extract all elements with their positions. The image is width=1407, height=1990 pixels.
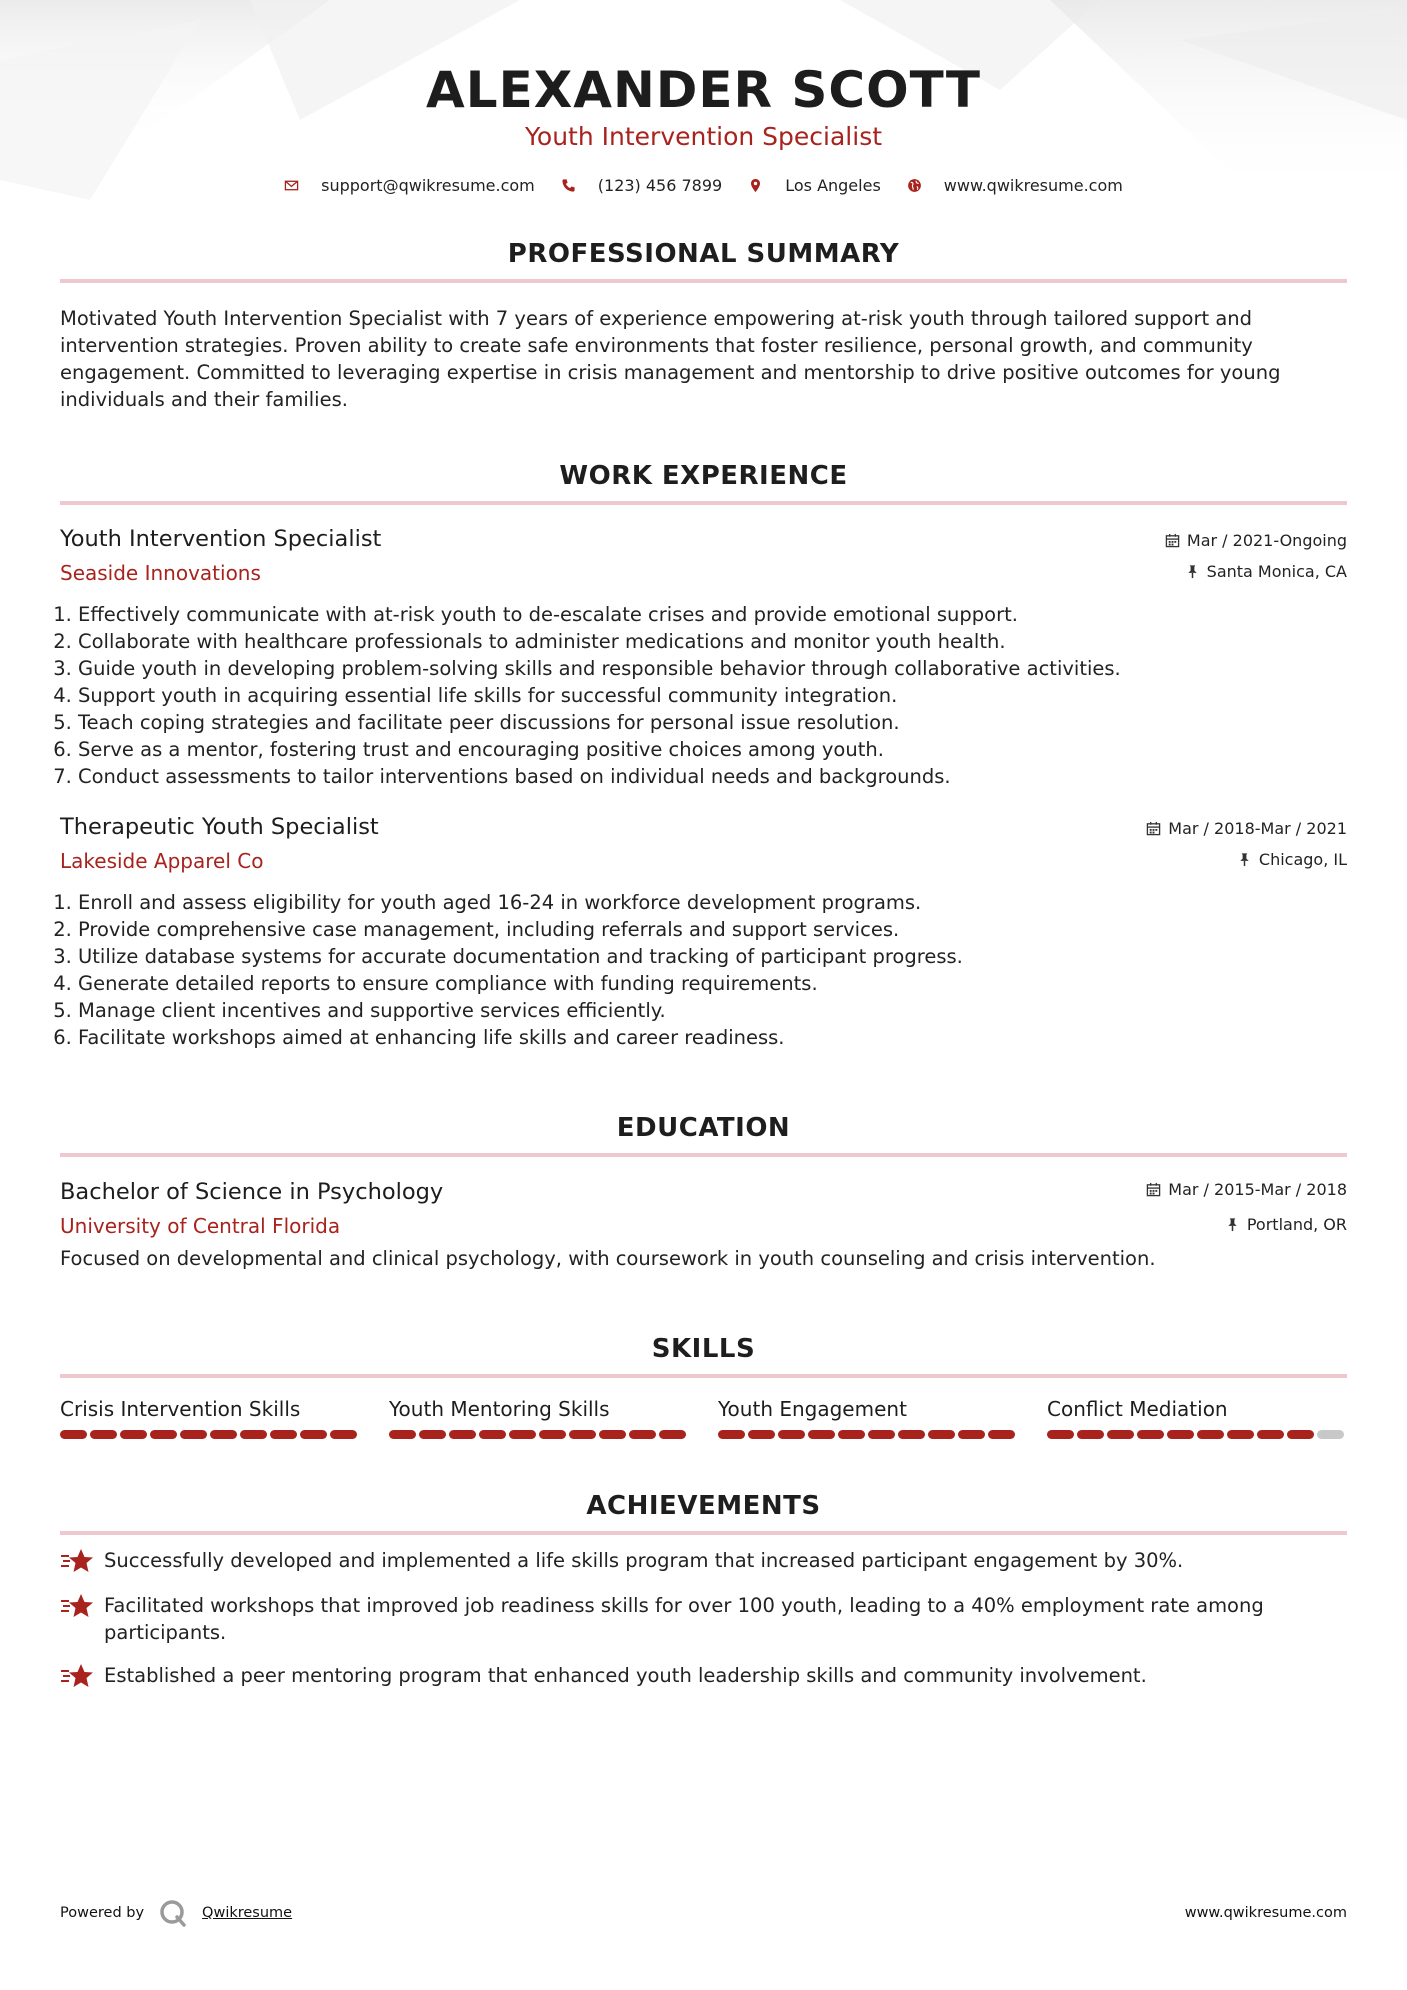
candidate-role: Youth Intervention Specialist: [524, 122, 883, 151]
school-name: University of Central Florida: [60, 1214, 341, 1238]
education-entry: [60, 1177, 1347, 1272]
skill-segment-filled: [90, 1430, 117, 1439]
skills-heading: SKILLS: [651, 1334, 756, 1364]
calendar-icon: [1165, 533, 1180, 548]
skills-section: [60, 1332, 1347, 1439]
experience-heading: WORK EXPERIENCE: [559, 461, 848, 491]
list-item: 4. Generate detailed reports to ensure compliance with funding requirements.: [78, 970, 1347, 997]
education-description: Focused on developmental and clinical psychology, with coursework in youth counseling and crisis intervention.: [60, 1247, 1156, 1270]
skill-segment-filled: [1137, 1430, 1164, 1439]
skill-segment-filled: [718, 1430, 745, 1439]
email-text: support@qwikresume.com: [321, 176, 535, 195]
list-item: 5. Teach coping strategies and facilitate peer discussions for personal issue resolution.: [78, 709, 1347, 736]
skill-segment-filled: [958, 1430, 985, 1439]
skill-segment-filled: [1047, 1430, 1074, 1439]
job-meta: [1165, 524, 1347, 581]
achievement-item: [60, 1592, 1347, 1646]
list-item: 2. Collaborate with healthcare professionals to administer medications and monitor youth health.: [78, 628, 1347, 655]
education-section: [60, 1111, 1347, 1272]
skill-segment-filled: [539, 1430, 566, 1439]
pushpin-icon: [1225, 1217, 1240, 1232]
website-text: www.qwikresume.com: [943, 176, 1123, 195]
skill-segment-filled: [1077, 1430, 1104, 1439]
contact-website[interactable]: [907, 176, 1123, 195]
skill-segment-filled: [1167, 1430, 1194, 1439]
summary-heading: PROFESSIONAL SUMMARY: [507, 239, 900, 269]
job-dates: Mar / 2018-Mar / 2021: [1168, 819, 1347, 838]
skill-item: [389, 1396, 689, 1439]
skill-segment-filled: [1227, 1430, 1254, 1439]
list-item: 5. Manage client incentives and supportive services efficiently.: [78, 997, 1347, 1024]
resume-header: [60, 0, 1347, 195]
skill-level-bar: [389, 1430, 689, 1439]
section-divider: [60, 1153, 1347, 1157]
job-location: Chicago, IL: [1258, 850, 1347, 869]
degree-title: Bachelor of Science in Psychology: [60, 1179, 444, 1205]
job-company: Seaside Innovations: [60, 561, 261, 585]
job-title: Therapeutic Youth Specialist: [60, 814, 379, 840]
skill-segment-filled: [659, 1430, 686, 1439]
skill-level-bar: [718, 1430, 1018, 1439]
skill-name: Conflict Mediation: [1047, 1397, 1228, 1421]
skill-segment-filled: [509, 1430, 536, 1439]
contact-bar: [60, 176, 1347, 195]
skill-name: Youth Mentoring Skills: [389, 1397, 610, 1421]
skill-item: [718, 1396, 1018, 1439]
skill-segment-filled: [240, 1430, 267, 1439]
skill-segment-filled: [180, 1430, 207, 1439]
job-location: Santa Monica, CA: [1206, 562, 1347, 581]
skill-segment-filled: [778, 1430, 805, 1439]
summary-section: [60, 237, 1347, 413]
star-award-icon: [60, 1661, 94, 1691]
list-item: 3. Utilize database systems for accurate documentation and tracking of participant progress.: [78, 943, 1347, 970]
job-meta: [1146, 812, 1347, 869]
skill-segment-filled: [389, 1430, 416, 1439]
achievement-item: [60, 1547, 1347, 1576]
achievement-text: Established a peer mentoring program that enhanced youth leadership skills and community involvement.: [104, 1664, 1147, 1687]
skill-segment-filled: [150, 1430, 177, 1439]
job-company: Lakeside Apparel Co: [60, 849, 264, 873]
skill-segment-filled: [1197, 1430, 1224, 1439]
list-item: 6. Facilitate workshops aimed at enhancing life skills and career readiness.: [78, 1024, 1347, 1051]
powered-by-label: Powered by: [60, 1905, 145, 1921]
job-location-row: [1146, 850, 1347, 869]
list-item: 1. Effectively communicate with at-risk youth to de-escalate crises and provide emotional support.: [78, 601, 1347, 628]
qwikresume-logo-icon: [158, 1898, 188, 1928]
education-location: Portland, OR: [1246, 1215, 1347, 1234]
job-location-row: [1165, 562, 1347, 581]
skill-segment-filled: [1257, 1430, 1284, 1439]
skill-segment-filled: [988, 1430, 1015, 1439]
education-dates: Mar / 2015-Mar / 2018: [1168, 1180, 1347, 1199]
section-divider: [60, 1531, 1347, 1535]
contact-phone[interactable]: [561, 176, 722, 195]
skill-segment-filled: [449, 1430, 476, 1439]
education-heading: EDUCATION: [616, 1113, 791, 1143]
list-item: 6. Serve as a mentor, fostering trust and encouraging positive choices among youth.: [78, 736, 1347, 763]
skill-segment-filled: [60, 1430, 87, 1439]
pushpin-icon: [1185, 564, 1200, 579]
skill-segment-filled: [300, 1430, 327, 1439]
skill-segment-filled: [120, 1430, 147, 1439]
star-award-icon: [60, 1591, 94, 1621]
star-award-icon: [60, 1546, 94, 1576]
skill-name: Youth Engagement: [718, 1397, 907, 1421]
achievement-text: Facilitated workshops that improved job readiness skills for over 100 youth, leading to a 40% employment rate among participants.: [104, 1594, 1264, 1644]
skill-segment-filled: [868, 1430, 895, 1439]
calendar-icon: [1146, 821, 1161, 836]
skill-segment-filled: [748, 1430, 775, 1439]
job-dates-row: [1165, 531, 1347, 550]
location-text: Los Angeles: [785, 176, 881, 195]
footer-website-link[interactable]: www.qwikresume.com: [1184, 1905, 1347, 1921]
contact-location: [748, 176, 881, 195]
envelope-icon: [284, 178, 299, 193]
list-item: 3. Guide youth in developing problem-solving skills and responsible behavior through collaborative activities.: [78, 655, 1347, 682]
skill-segment-filled: [270, 1430, 297, 1439]
pushpin-icon: [1237, 852, 1252, 867]
contact-email[interactable]: [284, 176, 535, 195]
skill-name: Crisis Intervention Skills: [60, 1397, 301, 1421]
skill-level-bar: [1047, 1430, 1347, 1439]
job-dates: Mar / 2021-Ongoing: [1186, 531, 1347, 550]
skill-segment-filled: [330, 1430, 357, 1439]
achievements-heading: ACHIEVEMENTS: [586, 1491, 821, 1521]
achievement-text: Successfully developed and implemented a life skills program that increased participant engagement by 30%.: [104, 1549, 1184, 1572]
education-dates-row: [1146, 1180, 1347, 1199]
phone-text: (123) 456 7899: [597, 176, 723, 195]
job-dates-row: [1146, 819, 1347, 838]
skill-segment-filled: [210, 1430, 237, 1439]
skill-segment-filled: [928, 1430, 955, 1439]
duty-list: [60, 889, 1347, 1051]
map-pin-icon: [748, 178, 763, 193]
achievements-section: [60, 1489, 1347, 1691]
skill-segment-filled: [479, 1430, 506, 1439]
footer-branding: [60, 1898, 292, 1928]
candidate-name: ALEXANDER SCOTT: [426, 61, 981, 119]
skill-segment-filled: [569, 1430, 596, 1439]
job-title: Youth Intervention Specialist: [60, 526, 382, 552]
globe-icon: [907, 178, 922, 193]
skill-segment-filled: [808, 1430, 835, 1439]
skill-segment-empty: [1317, 1430, 1344, 1439]
list-item: 2. Provide comprehensive case management, including referrals and support services.: [78, 916, 1347, 943]
achievement-item: [60, 1662, 1347, 1691]
skill-segment-filled: [629, 1430, 656, 1439]
list-item: 4. Support youth in acquiring essential life skills for successful community integration.: [78, 682, 1347, 709]
calendar-icon: [1146, 1182, 1161, 1197]
skill-segment-filled: [898, 1430, 925, 1439]
section-divider: [60, 279, 1347, 283]
duty-list: [60, 601, 1347, 790]
summary-text: Motivated Youth Intervention Specialist with 7 years of experience empowering at-risk youth through tailored support and intervention strategies. Proven ability to create safe environments that foster resilience, personal growth, and community engagement. Committed to leveraging expertise in crisis management and mentorship to drive positive outcomes for young individuals and their families.: [60, 307, 1281, 411]
section-divider: [60, 501, 1347, 505]
education-meta: [1146, 1177, 1347, 1234]
footer: [60, 1898, 1347, 1928]
brand-link[interactable]: Qwikresume: [202, 1905, 293, 1921]
skill-segment-filled: [419, 1430, 446, 1439]
education-location-row: [1146, 1215, 1347, 1234]
skill-segment-filled: [1287, 1430, 1314, 1439]
job-entry: [60, 524, 1347, 790]
job-entry: [60, 812, 1347, 1051]
skills-grid: [60, 1396, 1347, 1439]
skill-item: [1047, 1396, 1347, 1439]
skill-segment-filled: [599, 1430, 626, 1439]
phone-icon: [561, 178, 576, 193]
skill-item: [60, 1396, 360, 1439]
section-divider: [60, 1374, 1347, 1378]
experience-section: [60, 459, 1347, 1051]
list-item: 7. Conduct assessments to tailor interventions based on individual needs and backgrounds.: [78, 763, 1347, 790]
list-item: 1. Enroll and assess eligibility for youth aged 16-24 in workforce development programs.: [78, 889, 1347, 916]
skill-level-bar: [60, 1430, 360, 1439]
achievement-list: [60, 1547, 1347, 1691]
skill-segment-filled: [1107, 1430, 1134, 1439]
skill-segment-filled: [838, 1430, 865, 1439]
